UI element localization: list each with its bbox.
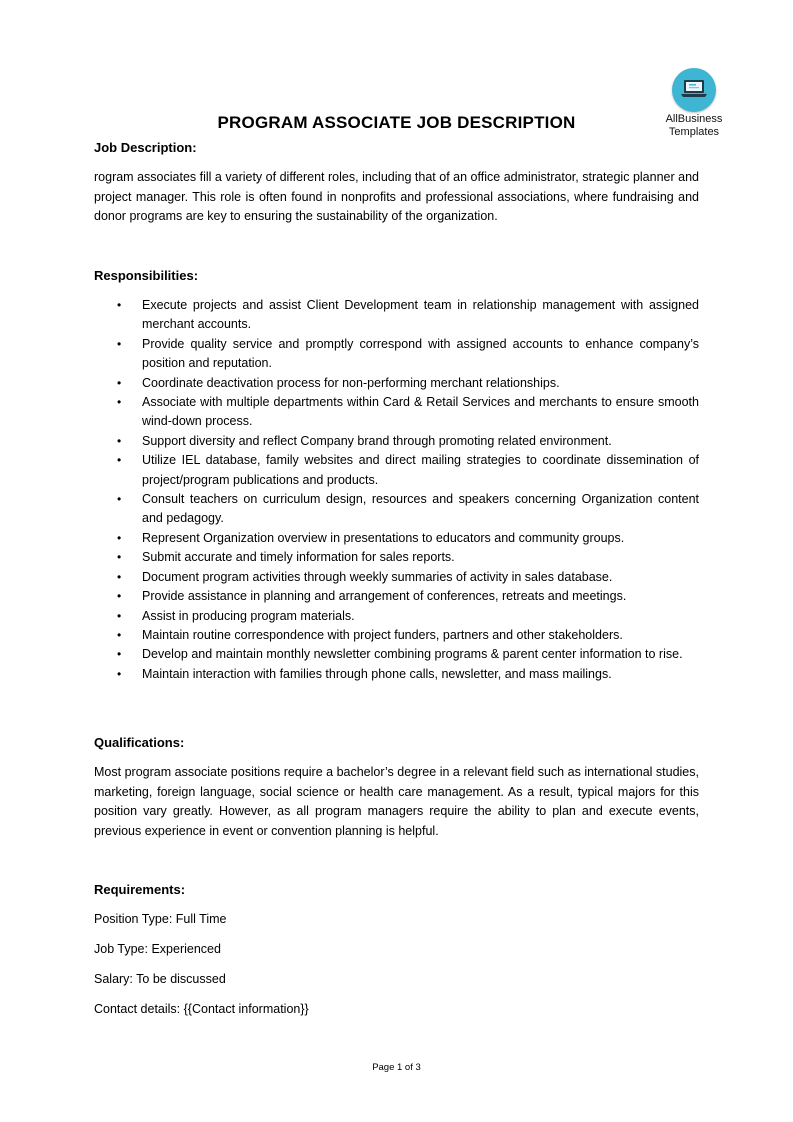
page-number: Page 1 of 3 (372, 1062, 421, 1073)
list-item (94, 490, 699, 529)
bullet-icon: • (117, 453, 122, 468)
bullet-icon: • (117, 375, 122, 390)
list-item-text: Coordinate deactivation process for non-performing merchant relationships. (142, 375, 560, 390)
list-item (94, 626, 699, 645)
logo-text-line1: AllBusiness (665, 113, 723, 125)
list-item-text: Maintain interaction with families through phone calls, newsletter, and mass mailings. (142, 666, 612, 681)
bullet-icon: • (117, 492, 122, 507)
bullet-icon: • (117, 647, 122, 662)
bullet-icon: • (117, 666, 122, 681)
responsibilities-list (94, 296, 699, 684)
salary: Salary: To be discussed (94, 972, 226, 986)
laptop-icon (672, 68, 716, 112)
list-item-text: Assist in producing program materials. (142, 608, 355, 623)
responsibilities-heading: Responsibilities: (94, 268, 199, 283)
bullet-icon: • (117, 395, 122, 410)
list-item-text: Document program activities through weekly summaries of activity in sales database. (142, 569, 613, 584)
list-item (94, 296, 699, 335)
list-item (94, 607, 699, 626)
list-item-text: Represent Organization overview in presentations to educators and community groups. (142, 530, 625, 545)
list-item (94, 529, 699, 548)
job-description-heading: Job Description: (94, 140, 197, 155)
bullet-icon: • (117, 569, 122, 584)
document-title: PROGRAM ASSOCIATE JOB DESCRIPTION (217, 113, 576, 132)
job-type: Job Type: Experienced (94, 942, 221, 956)
list-item (94, 374, 699, 393)
bullet-icon: • (117, 336, 122, 351)
list-item-text: Provide quality service and promptly correspond with assigned accounts to enhance company’s position and reputation. (142, 336, 699, 371)
list-item (94, 645, 699, 664)
list-item-text: Maintain routine correspondence with project funders, partners and other stakeholders. (142, 627, 623, 642)
qualifications-heading: Qualifications: (94, 735, 185, 750)
bullet-icon: • (117, 627, 122, 642)
bullet-icon: • (117, 298, 122, 312)
logo-text-line2: Templates (668, 126, 720, 138)
list-item-text: Provide assistance in planning and arrangement of conferences, retreats and meetings. (142, 589, 627, 604)
list-item (94, 393, 699, 432)
list-item-text: Consult teachers on curriculum design, resources and speakers concerning Organization content and pedagogy. (142, 492, 699, 526)
list-item (94, 587, 699, 606)
list-item-text: Utilize IEL database, family websites and direct mailing strategies to coordinate dissemination of project/program publications and products. (142, 453, 699, 487)
contact-details: Contact details: {{Contact information}} (94, 1002, 309, 1016)
list-item (94, 568, 699, 587)
list-item-text: Develop and maintain monthly newsletter combining programs & parent center information to rise. (142, 647, 683, 662)
list-item (94, 451, 699, 490)
bullet-icon: • (117, 433, 122, 448)
bullet-icon: • (117, 550, 122, 565)
list-item-text: Submit accurate and timely information for sales reports. (142, 550, 455, 565)
bullet-icon: • (117, 589, 122, 604)
list-item-text: Support diversity and reflect Company brand through promoting related environment. (142, 433, 612, 448)
requirements-heading: Requirements: (94, 882, 186, 897)
qualifications-text: Most program associate positions require a bachelor’s degree in a relevant field such as international studies, marketing, foreign language, social science or health care management. As a result, typical majors for this position vary greatly. However, as all program managers require the ability to plan and execute events, previous experience in event or convention planning is helpful. (94, 765, 699, 838)
list-item-text: Associate with multiple departments within Card & Retail Services and merchants to ensure smooth wind-down process. (142, 395, 699, 429)
job-description-text: rogram associates fill a variety of different roles, including that of an office administrator, strategic planner and project manager. This role is often found in nonprofits and professional associations, where fundraising and donor programs are key to ensuring the sustainability of the organization. (94, 170, 699, 223)
bullet-icon: • (117, 608, 122, 623)
bullet-icon: • (117, 530, 122, 545)
list-item (94, 548, 699, 567)
list-item (94, 665, 699, 684)
list-item-text: Execute projects and assist Client Development team in relationship management with assigned merchant accounts. (142, 298, 699, 332)
list-item (94, 432, 699, 451)
position-type: Position Type: Full Time (94, 912, 227, 926)
list-item (94, 335, 699, 374)
